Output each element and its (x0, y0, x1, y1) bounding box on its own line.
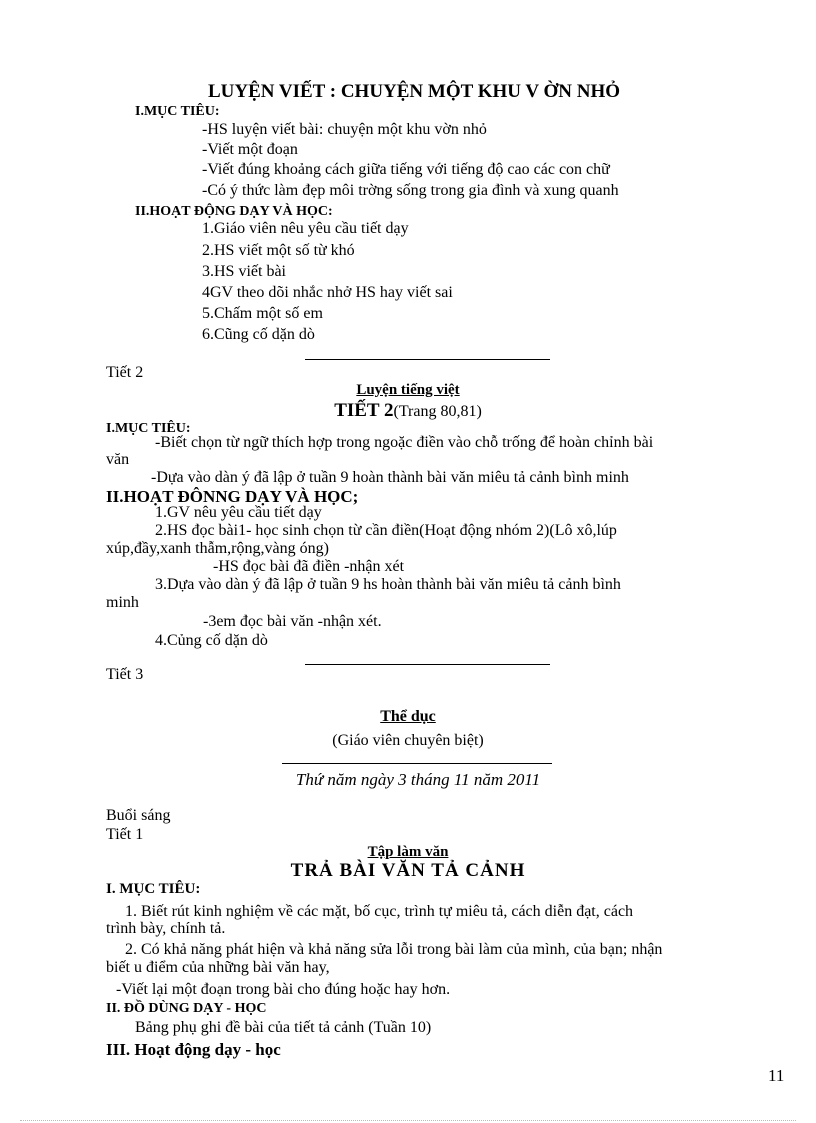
activity-item: 6.Cũng cố dặn dò (202, 326, 315, 343)
materials-heading: II. ĐỒ DÙNG DẠY - HỌC (106, 1001, 267, 1016)
objective-item-cont: văn (106, 451, 130, 468)
page-number: 11 (768, 1066, 785, 1085)
objective-item-cont: biết u điểm của những bài văn hay, (106, 959, 330, 976)
separator-line (282, 763, 552, 764)
activity-item: 1.Giáo viên nêu yêu cầu tiết dạy (202, 220, 409, 237)
objective-item: -HS luyện viết bài: chuyện một khu vờn nhỏ (202, 121, 487, 138)
date-line: Thứ năm ngày 3 tháng 11 năm 2011 (295, 770, 541, 789)
activity-item-cont: xúp,đầy,xanh thẫm,rộng,vàng óng) (106, 540, 329, 557)
objective-item: -Viết đúng khoảng cách giữa tiếng với tiếng độ cao các con chữ (202, 161, 610, 178)
activity-item: 4GV theo dõi nhắc nhở HS hay viết sai (202, 284, 453, 301)
activity-subitem: -HS đọc bài đã điền -nhận xét (213, 558, 405, 575)
objectives-heading: I.MỤC TIÊU: (135, 104, 220, 119)
activity-item: 2.HS viết một số từ khó (202, 242, 355, 259)
materials-text: Bảng phụ ghi đề bài của tiết tả cảnh (Tuần 10) (135, 1019, 432, 1036)
subject-note: (Giáo viên chuyên biệt) (332, 732, 484, 749)
activity-subitem: -3em đọc bài văn -nhận xét. (203, 613, 382, 630)
session-label: Buổi sáng (106, 807, 171, 824)
objective-item: -Dựa vào dàn ý đã lập ở tuần 9 hoàn thành bài văn miêu tả cảnh bình minh (151, 469, 629, 486)
separator-line (305, 664, 550, 665)
lesson-title: TRẢ BÀI VĂN TẢ CẢNH (290, 860, 526, 881)
objective-item: -Biết chọn từ ngữ thích hợp trong ngoặc điền vào chỗ trống để hoàn chỉnh bài (155, 434, 654, 451)
lesson-title: LUYỆN VIẾT : CHUYỆN MỘT KHU V ỜN NHỎ (207, 81, 621, 102)
subject-heading: Tập làm văn (367, 844, 449, 860)
activity-item-cont: minh (106, 594, 139, 611)
period-label: Tiết 1 (106, 826, 144, 843)
objective-item: 2. Có khả năng phát hiện và khả năng sửa lỗi trong bài làm của mình, của bạn; nhận (125, 941, 663, 958)
period-label: Tiết 3 (106, 666, 144, 683)
page-footer-rule (20, 1120, 796, 1121)
objectives-heading: I. MỤC TIÊU: (106, 881, 201, 897)
activity-item: 3.HS viết bài (202, 263, 286, 280)
objective-item-cont: trình bày, chính tả. (106, 920, 226, 937)
period-label: Tiết 2 (106, 364, 144, 381)
objective-item: 1. Biết rút kinh nghiệm về các mặt, bố cục, trình tự miêu tả, cách diễn đạt, cách (125, 903, 634, 920)
activity-item: 5.Chấm một số em (202, 305, 323, 322)
activities-heading: III. Hoạt động dạy - học (106, 1040, 281, 1059)
subject-heading: Thể dục (380, 708, 436, 725)
objective-item: -Viết lại một đoạn trong bài cho đúng hoặc hay hơn. (116, 981, 451, 998)
activities-heading: II.HOẠT ĐÔNNG DẠY VÀ HỌC; (106, 487, 359, 506)
activity-item: 2.HS đọc bài1- học sinh chọn từ cần điền(Hoạt động nhóm 2)(Lô xô,lúp (155, 522, 617, 539)
activities-heading: II.HOẠT ĐỘNG DẠY VÀ HỌC: (135, 204, 333, 219)
objective-item: -Viết một đoạn (202, 141, 298, 158)
objective-item: -Có ý thức làm đẹp môi trờng sống trong gia đình và xung quanh (202, 182, 619, 199)
title-pages: (Trang 80,81) (393, 403, 482, 420)
activity-item: 3.Dựa vào dàn ý đã lập ở tuần 9 hs hoàn thành bài văn miêu tả cảnh bình (155, 576, 621, 593)
objectives-heading: I.MỤC TIÊU: (106, 421, 191, 436)
subject-heading: Luyện tiếng việt (356, 382, 460, 398)
activity-item: 4.Củng cố dặn dò (155, 632, 268, 649)
activity-item: 1.GV nêu yêu cầu tiết dạy (155, 504, 322, 521)
separator-line (305, 359, 550, 360)
title-main: TIẾT 2 (334, 400, 394, 421)
